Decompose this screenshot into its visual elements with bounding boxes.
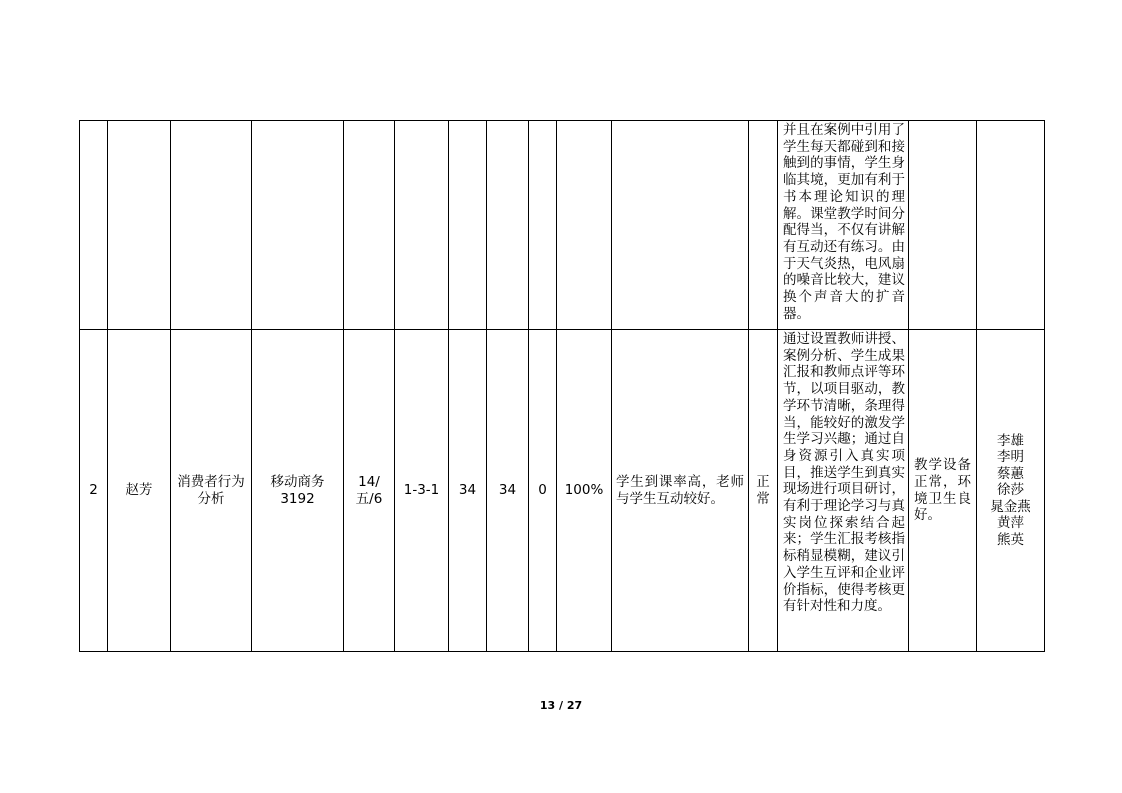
facility-text: 教学设备正常，环境卫生良好。: [914, 457, 971, 524]
cell-present: [487, 121, 529, 330]
cell-inspectors: [977, 121, 1045, 330]
week-day: 14/五/6: [355, 473, 383, 507]
page-number: 13 / 27: [539, 699, 583, 712]
cell-facility: [909, 330, 977, 652]
cell-comment: [778, 121, 909, 330]
cell-enrolled: 34: [449, 330, 487, 652]
cell-comment: [778, 330, 909, 652]
table-row: [80, 330, 1045, 652]
cell-student-feedback: [612, 330, 749, 652]
cell-inspectors: [977, 330, 1045, 652]
class-name: 移动商务3192: [270, 473, 325, 507]
cell-week-day: [344, 330, 395, 652]
cell-no: [80, 121, 108, 330]
cell-facility: [909, 121, 977, 330]
inspection-table: [79, 120, 1045, 652]
student-feedback: 学生到课率高，老师与学生互动较好。: [616, 473, 744, 507]
cell-section: [395, 121, 449, 330]
inspector-name: 熊英: [997, 531, 1024, 548]
inspector-name: 晁金燕: [990, 498, 1031, 515]
cell-rate: [557, 121, 612, 330]
inspector-list: [977, 433, 1044, 549]
inspector-name: 徐莎: [997, 482, 1024, 499]
inspector-name: 李明: [997, 449, 1024, 466]
inspector-name: 黄萍: [997, 515, 1024, 532]
cell-class: [252, 121, 344, 330]
status-text: 正常: [756, 473, 770, 507]
course-name: 消费者行为分析: [177, 473, 245, 507]
comment-text: 并且在案例中引用了学生每天都碰到和接触到的事情，学生身临其境，更加有利于书本理论知识的理解。课堂教学时间分配得当，不仅有讲解有互动还有练习。由于天气炎热，电风扇的噪音比较大，建议换个声音大的扩音器。: [783, 122, 905, 322]
cell-course: [171, 330, 252, 652]
cell-section: 1-3-1: [395, 330, 449, 652]
cell-teacher: 赵芳: [108, 330, 171, 652]
cell-status: [749, 330, 778, 652]
cell-no: 2: [80, 330, 108, 652]
cell-student-feedback: [612, 121, 749, 330]
cell-week-day: [344, 121, 395, 330]
table-row-continued: [80, 121, 1045, 330]
cell-enrolled: [449, 121, 487, 330]
cell-absent: [529, 121, 557, 330]
cell-present: 34: [487, 330, 529, 652]
cell-course: [171, 121, 252, 330]
cell-status: [749, 121, 778, 330]
cell-teacher: [108, 121, 171, 330]
cell-rate: 100%: [557, 330, 612, 652]
cell-class: [252, 330, 344, 652]
inspector-name: 蔡蕙: [997, 465, 1024, 482]
inspector-name: 李雄: [997, 432, 1024, 449]
cell-absent: 0: [529, 330, 557, 652]
comment-text: 通过设置教师讲授、案例分析、学生成果汇报和教师点评等环节，以项目驱动，教学环节清晰，条理得当，能较好的激发学生学习兴趣；通过自身资源引入真实项目，推送学生到真实现场进行项目研讨，有利于理论学习与真实岗位探索结合起来；学生汇报考核指标稍显模糊，建议引入学生互评和企业评价指标，使得考核更有针对性和力度。: [783, 331, 905, 615]
